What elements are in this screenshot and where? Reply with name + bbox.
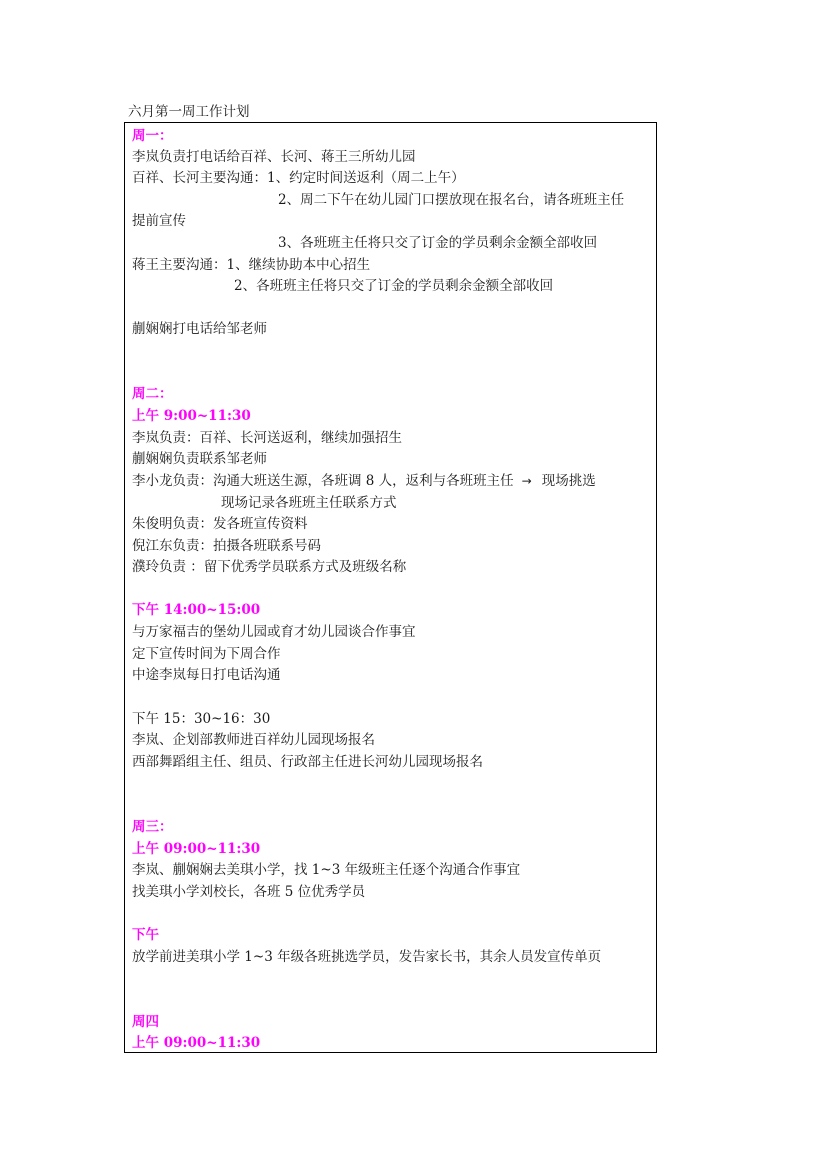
wednesday-heading: 周三：	[132, 819, 173, 835]
monday-line: 李岚负责打电话给百祥、长河、蒋王三所幼儿园	[132, 149, 416, 165]
tuesday-line: 朱俊明负责：发各班宣传资料	[132, 516, 308, 532]
tuesday-line-text: 李小龙负责：沟通大班送生源，各班调 8 人，返利与各班班主任	[132, 473, 514, 489]
monday-heading: 周一：	[132, 128, 173, 144]
tuesday-line: 李岚、企划部教师进百祥幼儿园现场报名	[132, 732, 375, 748]
monday-line: 3、各班班主任将只交了订金的学员剩余金额全部收回	[278, 235, 598, 251]
tuesday-line: 中途李岚每日打电话沟通	[132, 667, 281, 683]
tuesday-line: 濮玲负责 ：留下优秀学员联系方式及班级名称	[132, 559, 407, 575]
tuesday-line: 定下宣传时间为下周合作	[132, 646, 281, 662]
wednesday-line: 李岚、蒯娴娴去美琪小学，找 1~3 年级班主任逐个沟通合作事宜	[132, 862, 521, 878]
tuesday-line-text: 现场挑选	[541, 473, 596, 489]
monday-line: 蒋王主要沟通：1、继续协助本中心招生	[132, 257, 371, 273]
monday-line: 2、各班班主任将只交了订金的学员剩余金额全部收回	[234, 278, 554, 294]
tuesday-heading: 周二：	[132, 386, 173, 402]
tuesday-line: 与万家福吉的堡幼儿园或育才幼儿园谈合作事宜	[132, 624, 416, 640]
thursday-heading: 周四	[132, 1014, 159, 1030]
tuesday-morning-time: 上午 9:00~11:30	[132, 408, 251, 424]
arrow-right-icon: →	[521, 474, 532, 488]
wednesday-afternoon-time: 下午	[132, 927, 159, 943]
page-title: 六月第一周工作计划	[128, 104, 250, 120]
tuesday-line	[132, 472, 596, 490]
monday-line: 蒯娴娴打电话给邹老师	[132, 321, 267, 337]
tuesday-line: 西部舞蹈组主任、组员、行政部主任进长河幼儿园现场报名	[132, 754, 483, 770]
wednesday-morning-time: 上午 09:00~11:30	[132, 841, 261, 857]
monday-line: 百祥、长河主要沟通：1、约定时间送返利（周二上午）	[132, 170, 465, 186]
tuesday-line: 李岚负责：百祥、长河送返利，继续加强招生	[132, 430, 402, 446]
wednesday-line: 找美琪小学刘校长，各班 5 位优秀学员	[132, 884, 366, 900]
tuesday-line: 蒯娴娴负责联系邹老师	[132, 451, 267, 467]
thursday-morning-time: 上午 09:00~11:30	[132, 1035, 261, 1051]
tuesday-line: 下午 15：30~16：30	[132, 711, 271, 727]
wednesday-line: 放学前进美琪小学 1~3 年级各班挑选学员，发告家长书，其余人员发宣传单页	[132, 949, 602, 965]
monday-line: 2、周二下午在幼儿园门口摆放现在报名台，请各班班主任	[278, 192, 625, 208]
tuesday-line: 倪江东负责：拍摄各班联系号码	[132, 538, 321, 554]
monday-line: 提前宣传	[132, 213, 186, 229]
tuesday-line: 现场记录各班班主任联系方式	[221, 495, 397, 511]
tuesday-afternoon-time: 下午 14:00~15:00	[132, 602, 261, 618]
